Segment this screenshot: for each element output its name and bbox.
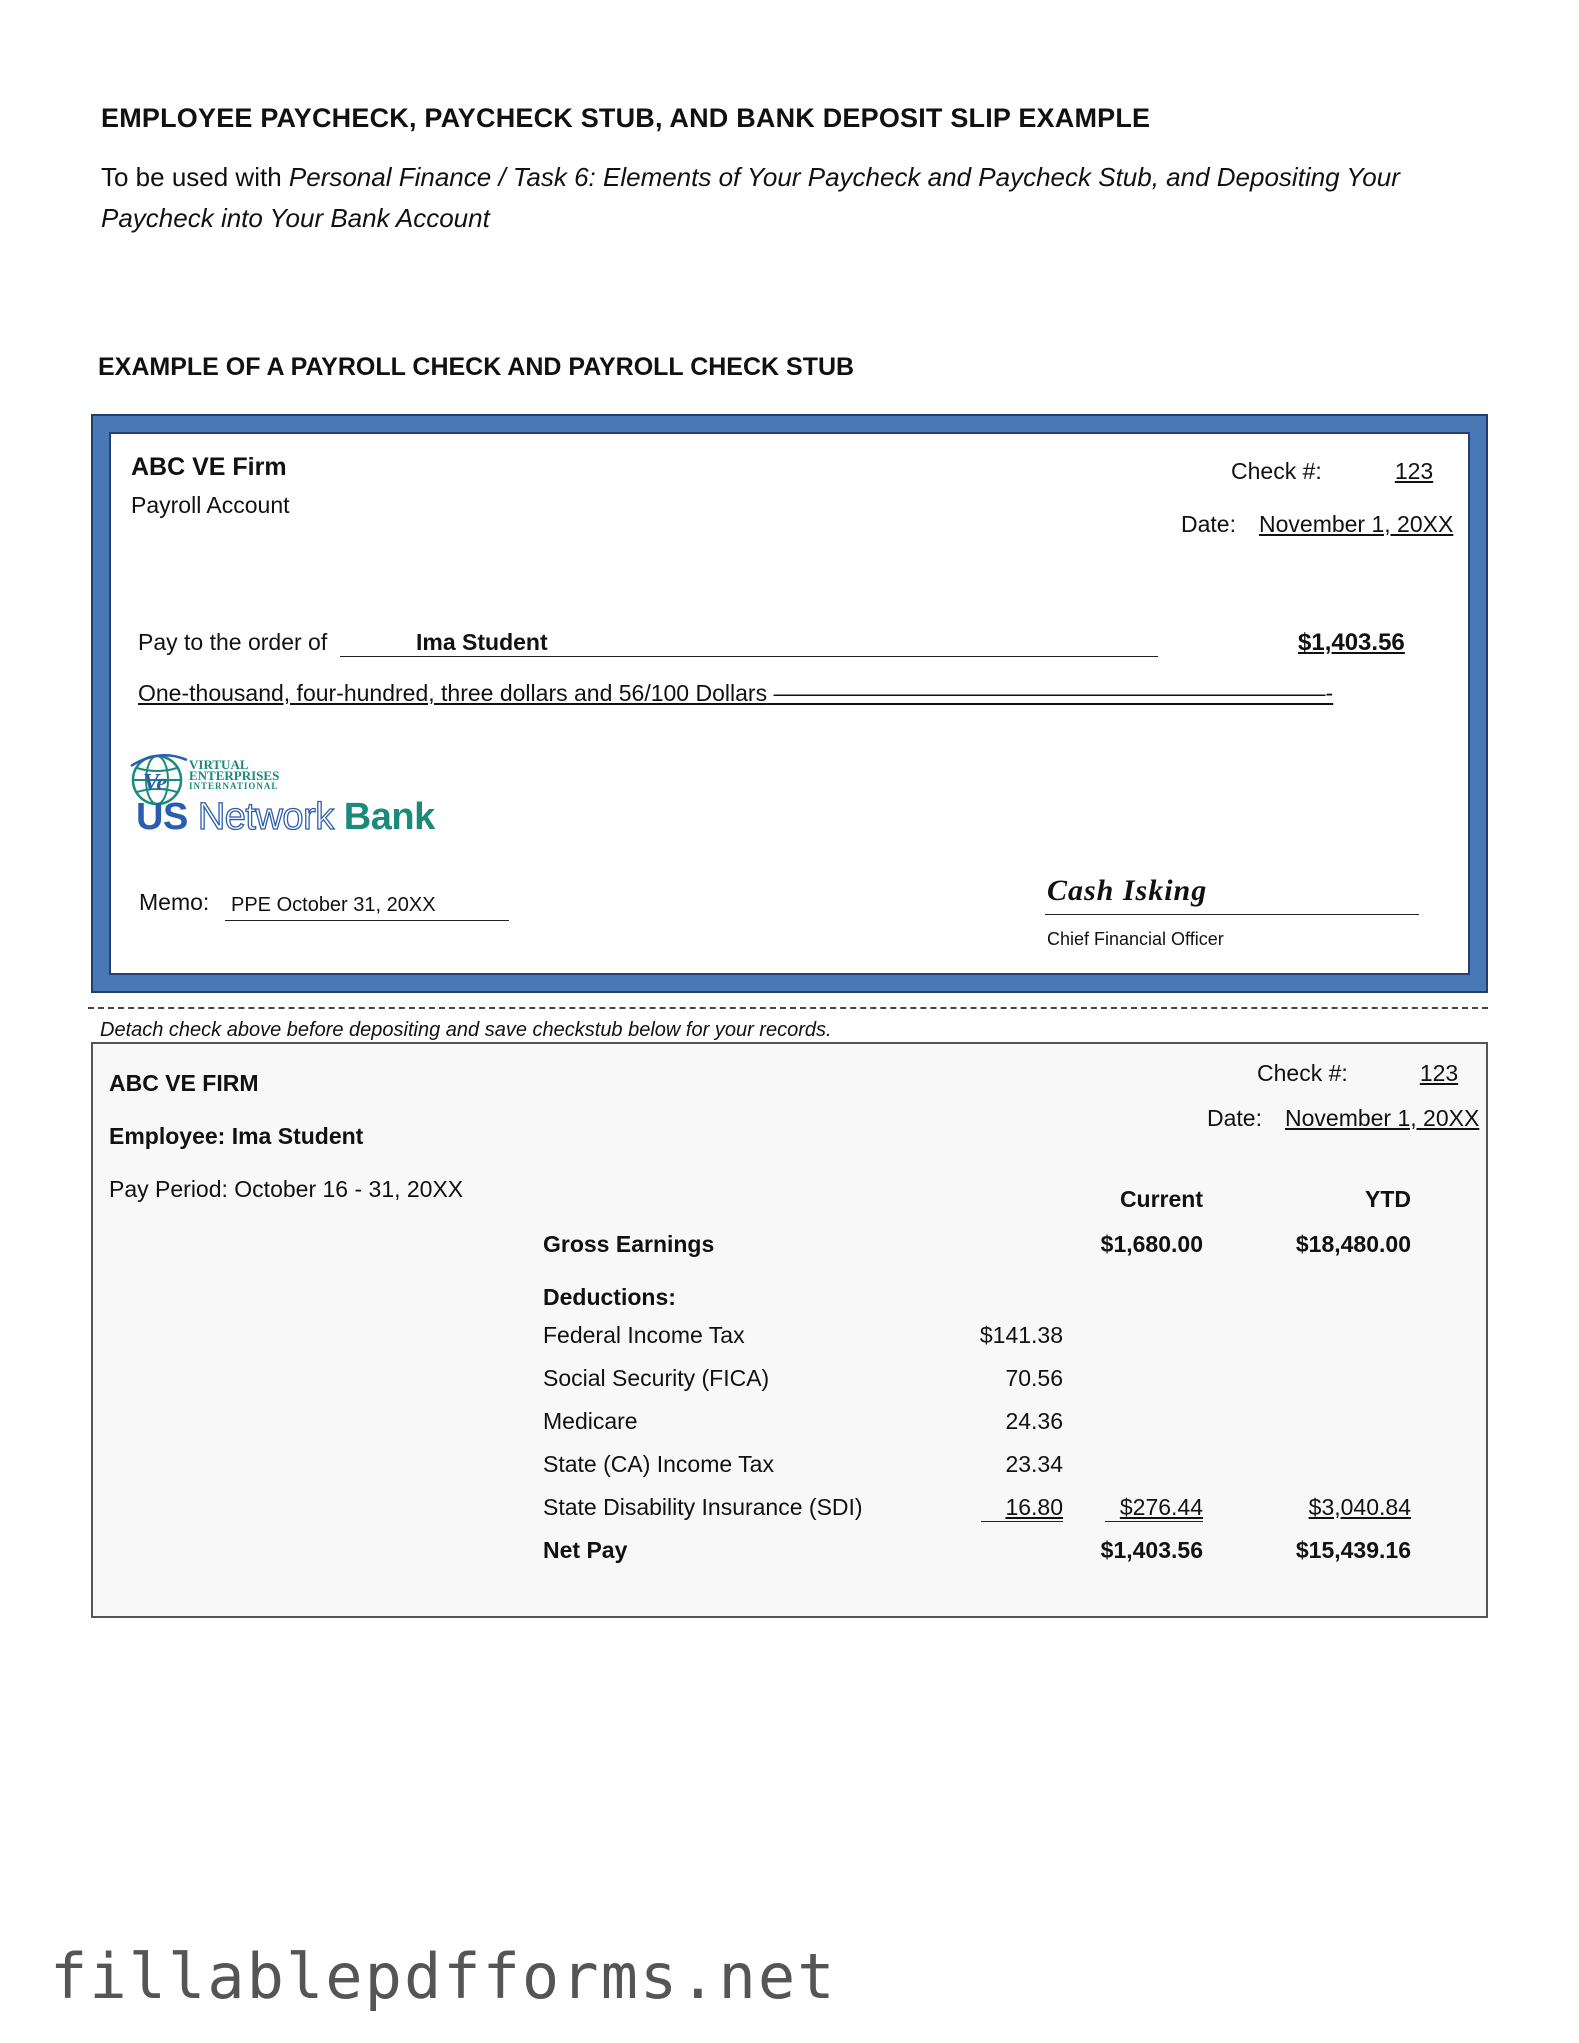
stub-check-number: 123 (1419, 1060, 1459, 1086)
memo-text: PPE October 31, 20XX (231, 894, 436, 916)
stub-company-name: ABC VE FIRM (109, 1070, 259, 1096)
stub-date-label: Date: (1207, 1105, 1262, 1131)
gross-earnings-current: $1,680.00 (1100, 1231, 1203, 1257)
deduction-amount: 24.36 (1005, 1408, 1063, 1434)
deduction-label: Medicare (543, 1408, 638, 1434)
detach-instruction: Detach check above before depositing and save checkstub below for your records. (100, 1019, 832, 1041)
deduction-amount: 16.80 (1005, 1494, 1063, 1520)
net-pay-ytd: $15,439.16 (1295, 1537, 1411, 1563)
payroll-check (91, 414, 1488, 993)
stub-employee-name: Ima Student (231, 1123, 364, 1149)
amount-in-words-fill: ————————————————————————- (773, 680, 1334, 706)
deduction-label: State (CA) Income Tax (543, 1451, 774, 1477)
column-header-ytd: YTD (1365, 1186, 1411, 1212)
check-number: 123 (1394, 458, 1434, 484)
deductions-total-current: $276.44 (1119, 1494, 1203, 1520)
amount-in-words-line (138, 680, 1333, 707)
bank-logo-line-3: INTERNATIONAL (189, 781, 279, 791)
intro-text-line-1 (101, 162, 1400, 193)
bank-name-us: US (136, 796, 188, 838)
deduction-amount: 23.34 (1005, 1451, 1063, 1477)
gross-earnings-label: Gross Earnings (543, 1231, 715, 1257)
bank-logo (129, 752, 449, 842)
check-number-label: Check #: (1231, 458, 1322, 484)
signature: Cash Isking (1047, 874, 1208, 907)
payee-line (340, 656, 1158, 657)
stub-check-number-label: Check #: (1257, 1060, 1348, 1086)
check-account-name: Payroll Account (131, 492, 290, 518)
net-pay-current: $1,403.56 (1100, 1537, 1203, 1563)
stub-employee-label: Employee: (109, 1123, 226, 1149)
check-date: November 1, 20XX (1259, 511, 1454, 537)
deduction-label: Federal Income Tax (543, 1322, 745, 1348)
bank-name-bank: Bank (343, 796, 435, 838)
gross-earnings-ytd: $18,480.00 (1295, 1231, 1411, 1257)
section-title: EXAMPLE OF A PAYROLL CHECK AND PAYROLL CHECK STUB (98, 353, 855, 381)
stub-pay-period-value: October 16 - 31, 20XX (234, 1176, 464, 1202)
check-amount: $1,403.56 (1298, 629, 1405, 656)
deduction-amount: $141.38 (979, 1322, 1063, 1348)
stub-pay-period-label: Pay Period: (109, 1176, 228, 1202)
watermark: fillablepdfforms.net (50, 1940, 837, 2013)
stub-date: November 1, 20XX (1285, 1105, 1480, 1131)
deduction-label: State Disability Insurance (SDI) (543, 1494, 863, 1520)
detach-line (88, 1007, 1488, 1009)
stub-employee (109, 1123, 363, 1150)
signer-title: Chief Financial Officer (1047, 929, 1224, 949)
check-stub (91, 1042, 1488, 1618)
intro-course-title: Personal Finance / Task 6: Elements of Your Paycheck and Paycheck Stub, and Depositing Your (288, 162, 1400, 192)
document-title: EMPLOYEE PAYCHECK, PAYCHECK STUB, AND BANK DEPOSIT SLIP EXAMPLE (101, 103, 1151, 133)
deductions-total-underline (1105, 1521, 1203, 1522)
bank-name-network: Network (197, 796, 334, 838)
column-header-current: Current (1119, 1186, 1203, 1212)
intro-prefix: To be used with (101, 162, 289, 192)
net-pay-label: Net Pay (543, 1537, 628, 1563)
bank-logo-tagline (189, 759, 279, 792)
amount-in-words: One-thousand, four-hundred, three dollars and 56/100 Dollars (138, 680, 768, 706)
bank-name (136, 796, 435, 839)
signature-line (1045, 914, 1419, 915)
check-company-name: ABC VE Firm (131, 453, 287, 481)
memo-line (225, 920, 509, 921)
bank-logo-line-1: VIRTUAL (189, 757, 249, 772)
memo-label: Memo: (139, 889, 210, 915)
bank-logo-line-2: ENTERPRISES (189, 768, 280, 783)
deduction-label: Social Security (FICA) (543, 1365, 770, 1391)
stub-pay-period (109, 1176, 463, 1203)
payee-name: Ima Student (416, 629, 548, 655)
deduction-amount: 70.56 (1005, 1365, 1063, 1391)
intro-text-line-2: Paycheck into Your Bank Account (101, 203, 490, 233)
check-date-label: Date: (1181, 511, 1236, 537)
deductions-total-ytd: $3,040.84 (1308, 1494, 1411, 1520)
deductions-label: Deductions: (543, 1284, 676, 1310)
pay-to-label: Pay to the order of (138, 629, 328, 655)
deduction-underline (981, 1521, 1063, 1522)
payroll-check-face (109, 432, 1470, 975)
svg-text:Ve: Ve (143, 770, 167, 796)
